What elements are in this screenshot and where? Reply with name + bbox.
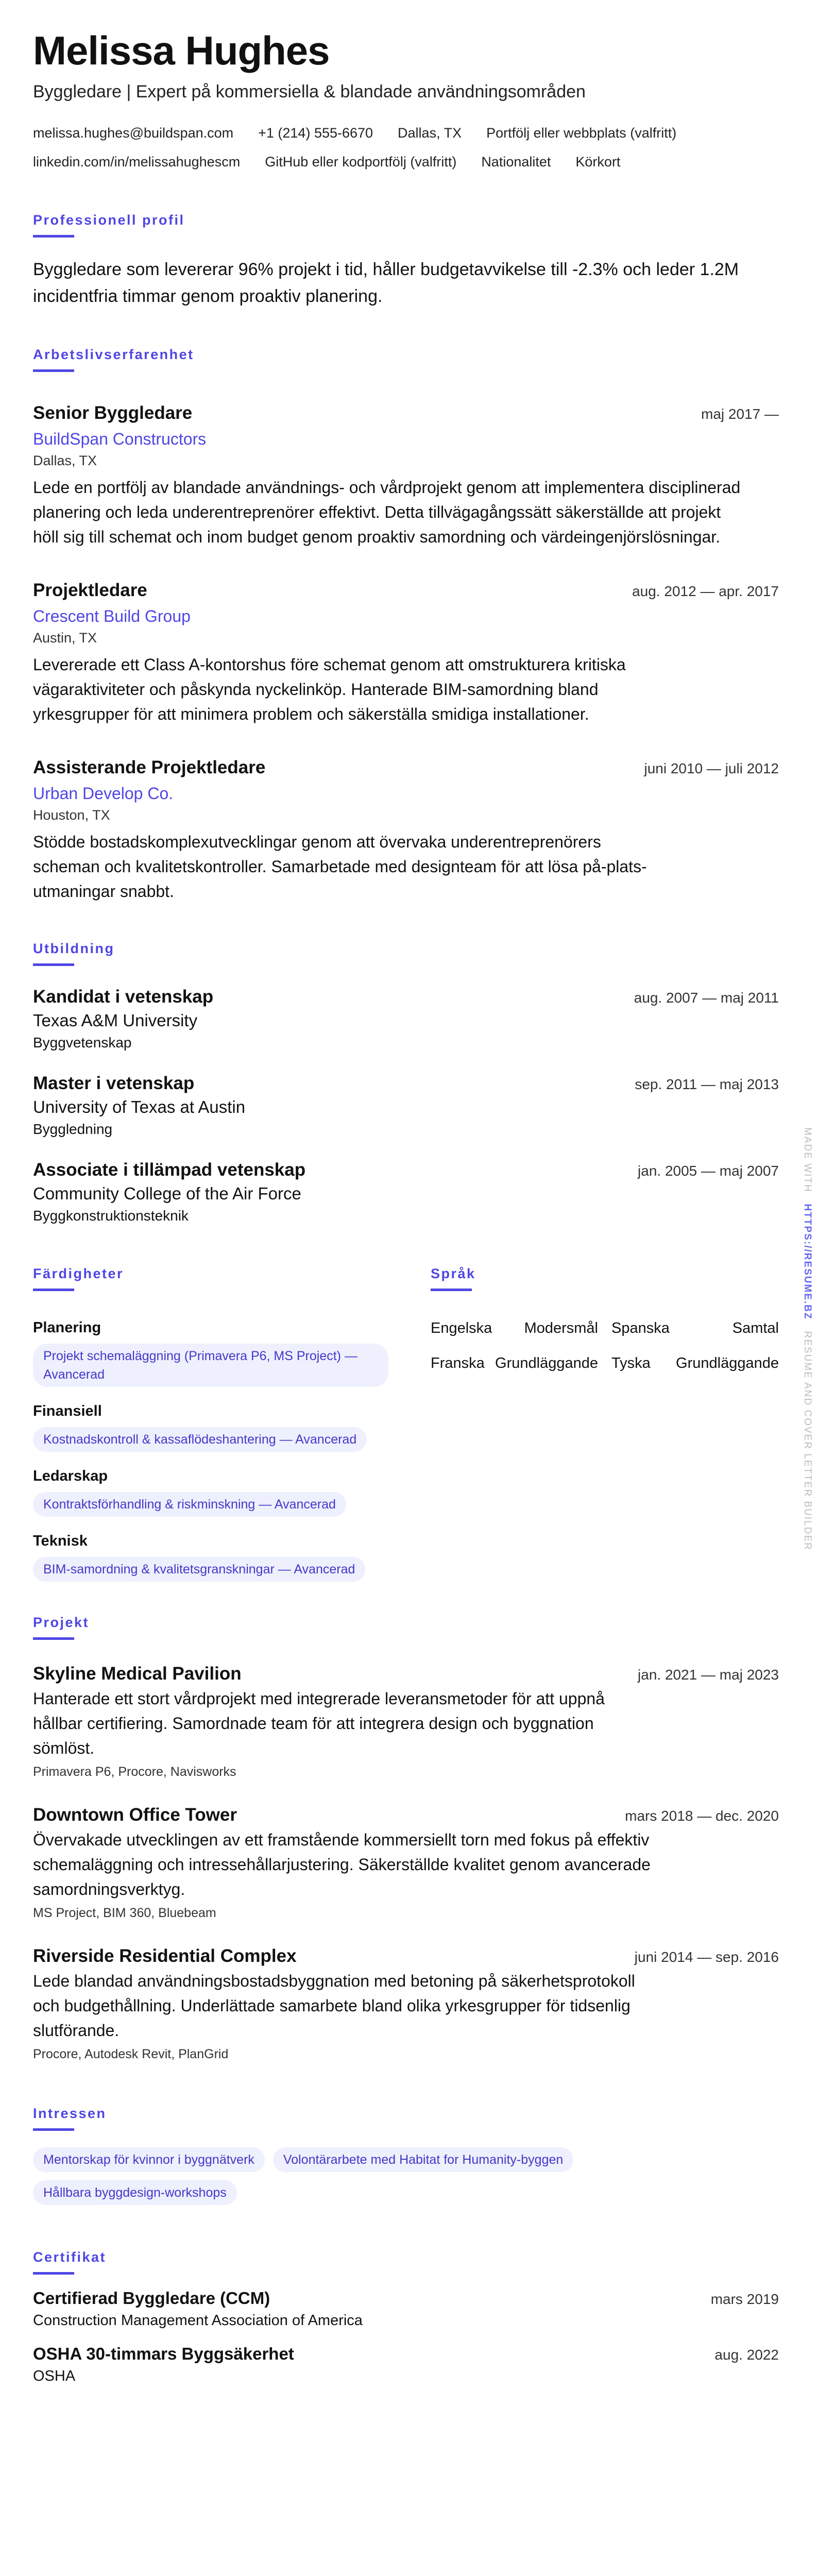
watermark-suffix: RESUME AND COVER LETTER BUILDER <box>802 1331 813 1551</box>
project-tech: Procore, Autodesk Revit, PlanGrid <box>33 2047 229 2061</box>
language-name: Tyska <box>611 1355 651 1371</box>
company: Urban Develop Co. <box>33 784 174 803</box>
certificate-entry <box>33 2287 779 2330</box>
job-date: juni 2010 — juli 2012 <box>644 760 779 776</box>
phone[interactable]: +1 (214) 555-6670 <box>258 125 373 141</box>
section-underline <box>33 369 74 372</box>
job-location: Austin, TX <box>33 630 97 646</box>
field: Byggledning <box>33 1121 113 1137</box>
section-heading: Arbetslivserfarenhet <box>33 347 194 362</box>
school: University of Texas at Austin <box>33 1097 246 1116</box>
school: Community College of the Air Force <box>33 1184 301 1203</box>
skill-group <box>33 1318 397 1387</box>
field: Byggkonstruktionsteknik <box>33 1208 189 1224</box>
job-entry <box>33 756 779 904</box>
language-item <box>611 1353 779 1374</box>
job-title: Assisterande Projektledare <box>33 757 266 777</box>
skill-group <box>33 1466 397 1517</box>
language-name: Spanska <box>611 1320 670 1336</box>
project-date: jan. 2021 — maj 2023 <box>638 1667 779 1683</box>
watermark-link[interactable]: HTTPS://RESUME.BZ <box>802 1204 813 1320</box>
language-item <box>431 1353 598 1374</box>
project-title: Skyline Medical Pavilion <box>33 1664 242 1684</box>
skill-chip: BIM-samordning & kvalitetsgranskningar — Avancerad <box>33 1557 365 1582</box>
section-heading: Intressen <box>33 2106 107 2121</box>
resume-page <box>0 29 818 2401</box>
experience-section <box>33 346 779 904</box>
edu-date: jan. 2005 — maj 2007 <box>638 1163 779 1179</box>
job-title: Projektledare <box>33 580 147 600</box>
job-description: Stödde bostadskomplexutvecklingar genom att övervaka underentreprenörers scheman och kvalitetskontroller. Samarbetade med designteam för att lösa på-plats-utmaningar snabbt. <box>33 833 647 901</box>
project-title: Riverside Residential Complex <box>33 1946 297 1966</box>
language-level: Samtal <box>732 1320 779 1336</box>
job-entry <box>33 402 779 549</box>
project-title: Downtown Office Tower <box>33 1805 237 1825</box>
skill-group-label: Finansiell <box>33 1403 102 1419</box>
school: Texas A&M University <box>33 1011 198 1030</box>
drivers-license: Körkort <box>575 154 621 170</box>
job-date: maj 2017 — <box>701 406 779 422</box>
job-description: Levererade ett Class A-kontorshus före schemat genom att omstrukturera kritiska vägaraktiviteter och påskynda nyckelinköp. Hanterade BIM-samordning bland yrkesgrupper för att minimera problem och säkerställa smidiga installationer. <box>33 655 626 723</box>
section-heading: Professionell profil <box>33 212 185 228</box>
project-entry <box>33 1663 779 1781</box>
section-underline <box>33 235 74 238</box>
job-description: Lede en portfölj av blandade användnings- och vårdprojekt genom att implementera disciplinerad planering och leda underentreprenörer effektivt. Detta tillvägagångssätt säkerställde att projekt höll sig till schemat och inom budget genom proaktiv samordning och värdeingenjörslösningar. <box>33 478 741 546</box>
project-description: Lede blandad användningsbostadsbyggnation med betoning på säkerhetsprotokoll och budgethållning. Underlättade samarbete bland olika yrkesgrupper för tidsenlig slutförande. <box>33 1972 635 2040</box>
contact-info <box>33 123 779 172</box>
education-entry <box>33 986 779 1053</box>
skills-languages-row <box>33 1265 779 1582</box>
job-entry <box>33 579 779 726</box>
nationality: Nationalitet <box>481 154 551 170</box>
location: Dallas, TX <box>398 125 462 141</box>
degree: Master i vetenskap <box>33 1073 195 1093</box>
degree: Associate i tillämpad vetenskap <box>33 1160 306 1180</box>
field: Byggvetenskap <box>33 1035 132 1050</box>
certificate-name: OSHA 30-timmars Byggsäkerhet <box>33 2344 294 2363</box>
portfolio-link[interactable]: Portfölj eller webbplats (valfritt) <box>486 125 677 141</box>
certificate-name: Certifierad Byggledare (CCM) <box>33 2289 270 2308</box>
skill-chip: Kostnadskontroll & kassaflödeshantering — Avancerad <box>33 1427 367 1452</box>
section-heading: Språk <box>431 1266 476 1281</box>
company: Crescent Build Group <box>33 607 191 625</box>
builder-watermark <box>800 1127 814 1551</box>
job-date: aug. 2012 — apr. 2017 <box>632 583 779 599</box>
certificate-date: aug. 2022 <box>714 2347 779 2363</box>
company: BuildSpan Constructors <box>33 430 207 448</box>
job-location: Houston, TX <box>33 807 110 823</box>
project-date: juni 2014 — sep. 2016 <box>634 1949 779 1965</box>
section-heading: Certifikat <box>33 2249 107 2265</box>
education-entry <box>33 1072 779 1139</box>
github-link[interactable]: GitHub eller kodportfölj (valfritt) <box>265 154 457 170</box>
candidate-name: Melissa Hughes <box>33 28 330 73</box>
skill-group-label: Teknisk <box>33 1533 88 1549</box>
linkedin-link[interactable]: linkedin.com/in/melissahughescm <box>33 154 241 170</box>
language-level: Grundläggande <box>495 1355 598 1371</box>
section-underline <box>33 2272 74 2275</box>
certificate-entry <box>33 2343 779 2386</box>
project-tech: MS Project, BIM 360, Bluebeam <box>33 1906 216 1920</box>
project-entry <box>33 1945 779 2063</box>
education-entry <box>33 1159 779 1226</box>
interest-chip: Hållbara byggdesign-workshops <box>33 2180 237 2205</box>
headline: Byggledare | Expert på kommersiella & blandade användningsområden <box>33 82 586 101</box>
project-tech: Primavera P6, Procore, Navisworks <box>33 1765 236 1779</box>
certificate-org: OSHA <box>33 2368 76 2384</box>
skill-chip: Kontraktsförhandling & riskminskning — Avancerad <box>33 1492 346 1517</box>
certificate-org: Construction Management Association of America <box>33 2312 363 2329</box>
languages-section <box>431 1265 779 1582</box>
project-date: mars 2018 — dec. 2020 <box>625 1808 779 1824</box>
section-underline <box>33 1637 74 1640</box>
language-item <box>431 1318 598 1338</box>
interest-chip: Volontärarbete med Habitat for Humanity-byggen <box>273 2147 573 2172</box>
interests-section <box>33 2105 779 2205</box>
job-title: Senior Byggledare <box>33 403 193 423</box>
skill-group-label: Ledarskap <box>33 1468 108 1484</box>
section-heading: Utbildning <box>33 941 115 956</box>
language-name: Franska <box>431 1355 485 1371</box>
edu-date: aug. 2007 — maj 2011 <box>634 990 779 1006</box>
edu-date: sep. 2011 — maj 2013 <box>635 1076 779 1092</box>
projects-section <box>33 1614 779 2063</box>
job-location: Dallas, TX <box>33 453 97 468</box>
interest-chip: Mentorskap för kvinnor i byggnätverk <box>33 2147 265 2172</box>
project-description: Hanterade ett stort vårdprojekt med integrerade leveransmetoder för att uppnå hållbar certifiering. Samordnade team för att integrera design och byggnation sömlöst. <box>33 1689 605 1757</box>
email[interactable]: melissa.hughes@buildspan.com <box>33 125 234 141</box>
project-entry <box>33 1804 779 1922</box>
skills-section <box>33 1265 397 1582</box>
section-heading: Projekt <box>33 1615 90 1630</box>
skill-group-label: Planering <box>33 1319 101 1336</box>
section-underline <box>33 2128 74 2131</box>
skill-chip: Projekt schemaläggning (Primavera P6, MS Project) — Avancerad <box>33 1344 388 1387</box>
section-underline <box>33 1289 74 1291</box>
section-underline <box>431 1289 472 1291</box>
project-description: Övervakade utvecklingen av ett framstående kommersiellt torn med fokus på effektiv schemaläggning och intressehållarjustering. Säkerställde kvalitet genom avancerade samordningsverktyg. <box>33 1831 651 1899</box>
language-name: Engelska <box>431 1320 492 1336</box>
profile-text: Byggledare som levererar 96% projekt i tid, håller budgetavvikelse till -2.3% och leder 1.2M incidentfria timmar genom proaktiv planering. <box>33 260 739 306</box>
education-section <box>33 940 779 1226</box>
skill-group <box>33 1401 397 1452</box>
certificates-section <box>33 2248 779 2386</box>
certificate-date: mars 2019 <box>710 2291 779 2307</box>
language-level: Modersmål <box>524 1320 598 1336</box>
watermark-prefix: MADE WITH <box>802 1127 813 1193</box>
language-item <box>611 1318 779 1338</box>
degree: Kandidat i vetenskap <box>33 987 214 1007</box>
section-underline <box>33 963 74 966</box>
language-level: Grundläggande <box>676 1355 779 1371</box>
section-heading: Färdigheter <box>33 1266 124 1281</box>
profile-section <box>33 211 779 310</box>
skill-group <box>33 1531 397 1582</box>
